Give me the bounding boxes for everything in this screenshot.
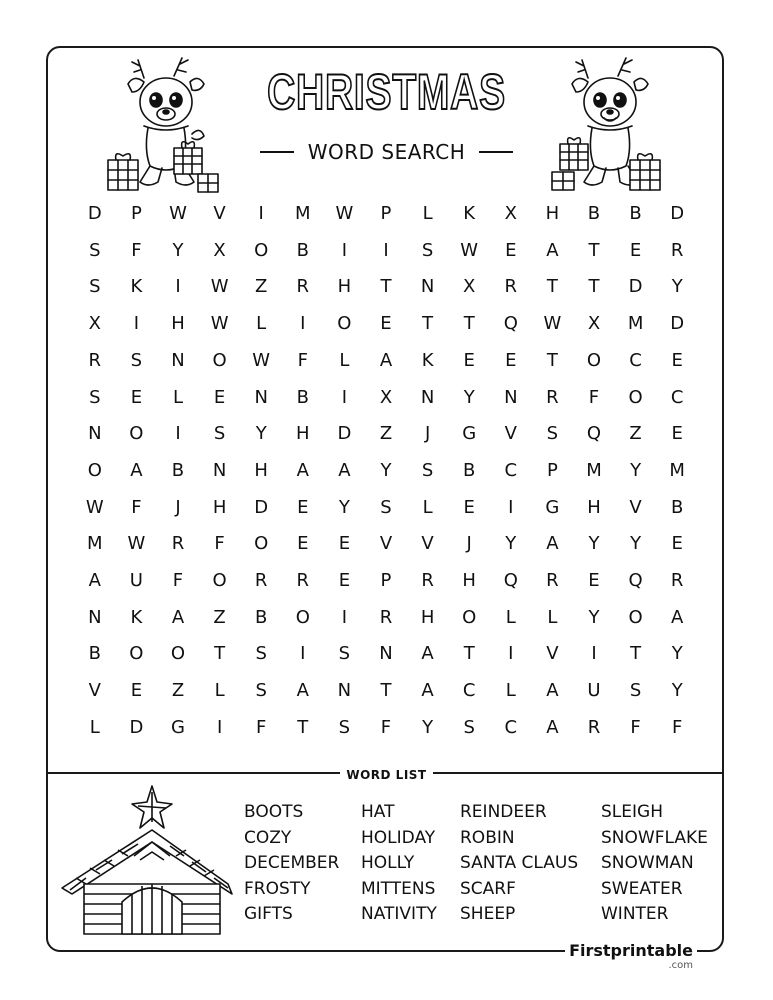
word-list-item: HOLIDAY xyxy=(361,827,436,848)
grid-letter: C xyxy=(670,386,684,408)
grid-letter: A xyxy=(296,459,309,481)
grid-letter: E xyxy=(130,680,143,702)
grid-letter: R xyxy=(670,570,684,591)
grid-letter: H xyxy=(462,570,476,591)
grid-letter: S xyxy=(338,643,351,665)
grid-letter: N xyxy=(420,386,435,408)
grid-letter: D xyxy=(87,203,102,224)
word-list-item: NATIVITY xyxy=(361,904,437,925)
word-list-item: SWEATER xyxy=(601,878,683,899)
word-list-item: SANTA CLAUS xyxy=(460,853,579,874)
grid-letter: F xyxy=(256,716,267,738)
grid-letter: W xyxy=(335,203,354,224)
grid-letter: C xyxy=(504,459,518,481)
grid-letter: W xyxy=(210,313,229,335)
grid-letter: F xyxy=(131,496,142,518)
subtitle-row xyxy=(0,138,773,166)
grid-letter: L xyxy=(505,680,516,702)
grid-letter: S xyxy=(255,643,267,665)
grid-letter: B xyxy=(629,203,642,224)
grid-letter: T xyxy=(588,276,600,298)
grid-letter: X xyxy=(213,239,226,261)
grid-letter: E xyxy=(671,349,683,371)
grid-letter: I xyxy=(341,239,348,261)
grid-letter: Y xyxy=(380,459,392,481)
grid-letter: P xyxy=(130,203,142,224)
brand-logo xyxy=(565,942,697,972)
word-list-column-3 xyxy=(460,800,578,928)
grid-letter: G xyxy=(171,716,185,738)
grid-letter: A xyxy=(546,533,559,555)
grid-letter: L xyxy=(172,386,183,408)
grid-letter: E xyxy=(213,386,226,408)
grid-letter: Y xyxy=(588,533,600,555)
grid-letter: I xyxy=(508,496,514,518)
grid-letter: S xyxy=(89,276,101,298)
grid-letter: E xyxy=(463,349,475,371)
grid-letter: F xyxy=(297,349,308,371)
grid-letter: Q xyxy=(503,570,518,591)
grid-letter: M xyxy=(586,459,602,481)
grid-letter: N xyxy=(379,643,393,665)
grid-letter: M xyxy=(627,313,644,335)
grid-letter: O xyxy=(295,606,310,628)
grid-letter: N xyxy=(212,459,227,481)
grid-letter: O xyxy=(212,349,227,371)
grid-letter: Q xyxy=(586,423,602,445)
grid-letter: X xyxy=(463,276,476,298)
grid-letter: T xyxy=(546,276,558,298)
grid-letter: H xyxy=(420,606,435,628)
grid-letter: S xyxy=(89,386,101,408)
grid-letter: Y xyxy=(588,606,600,628)
grid-row xyxy=(74,636,698,673)
subtitle-rule-right xyxy=(479,151,513,153)
grid-letter: I xyxy=(175,276,181,298)
word-list-item: GIFTS xyxy=(244,904,293,925)
grid-letter: S xyxy=(338,716,351,738)
grid-letter: K xyxy=(130,276,143,298)
grid-letter: O xyxy=(628,386,643,408)
grid-letter: T xyxy=(422,313,434,335)
grid-letter: E xyxy=(629,239,642,261)
grid-letter: X xyxy=(379,386,393,408)
grid-letter: O xyxy=(628,606,643,628)
grid-letter: G xyxy=(462,423,477,445)
word-list-item: HAT xyxy=(361,802,395,822)
grid-letter: I xyxy=(383,239,389,261)
word-list-item: HOLLY xyxy=(361,853,415,874)
grid-letter: A xyxy=(130,459,143,481)
grid-letter: Y xyxy=(630,533,642,555)
word-list-item: COZY xyxy=(244,827,292,848)
grid-letter: A xyxy=(546,680,559,702)
grid-letter: F xyxy=(380,716,392,738)
grid-letter: Y xyxy=(630,459,642,481)
grid-letter: A xyxy=(88,570,101,591)
grid-letter: B xyxy=(296,386,309,408)
grid-letter: E xyxy=(297,533,309,555)
grid-letter: D xyxy=(254,496,269,518)
grid-row xyxy=(74,416,698,453)
grid-letter: V xyxy=(629,496,642,518)
grid-row xyxy=(74,196,698,233)
grid-letter: T xyxy=(297,716,309,738)
grid-letter: S xyxy=(629,680,642,702)
grid-letter: T xyxy=(214,643,226,665)
grid-letter: I xyxy=(133,313,140,335)
grid-letter: U xyxy=(587,680,601,702)
grid-letter: S xyxy=(255,680,267,702)
grid-row xyxy=(74,600,698,637)
grid-letter: A xyxy=(421,680,434,702)
grid-letter: F xyxy=(588,386,600,408)
grid-letter: W xyxy=(127,533,146,555)
word-list-label: WORD LIST xyxy=(340,768,432,782)
grid-letter: T xyxy=(380,680,392,702)
grid-letter: E xyxy=(588,570,600,591)
grid-letter: T xyxy=(380,276,392,298)
grid-letter: E xyxy=(297,496,309,518)
grid-letter: W xyxy=(543,313,562,335)
word-list-item: MITTENS xyxy=(361,878,436,899)
grid-letter: V xyxy=(88,680,101,702)
grid-row xyxy=(74,233,698,270)
grid-letter: X xyxy=(587,313,601,335)
grid-letter: A xyxy=(546,239,559,261)
grid-letter: S xyxy=(463,716,475,738)
grid-letter: A xyxy=(171,606,185,628)
page-title: CHRISTMAS xyxy=(267,64,506,120)
grid-letter: Y xyxy=(463,386,475,408)
grid-row xyxy=(74,526,698,563)
grid-letter: A xyxy=(379,349,393,371)
grid-letter: K xyxy=(463,203,476,224)
grid-letter: T xyxy=(546,349,558,371)
grid-letter: Y xyxy=(338,496,350,518)
grid-letter: D xyxy=(337,423,352,445)
grid-letter: P xyxy=(380,570,392,591)
grid-letter: W xyxy=(85,496,104,518)
grid-letter: N xyxy=(504,386,518,408)
grid-letter: T xyxy=(463,643,475,665)
grid-letter: Y xyxy=(505,533,517,555)
grid-letter: S xyxy=(546,423,559,445)
word-list-item: REINDEER xyxy=(460,802,547,822)
grid-letter: S xyxy=(421,459,434,481)
grid-letter: L xyxy=(214,680,225,702)
grid-letter: B xyxy=(88,643,101,665)
grid-letter: H xyxy=(545,203,560,224)
grid-letter: S xyxy=(421,239,434,261)
grid-letter: O xyxy=(254,239,269,261)
grid-letter: A xyxy=(421,643,434,665)
grid-letter: E xyxy=(338,570,351,591)
grid-letter: F xyxy=(214,533,225,555)
grid-letter: T xyxy=(588,239,600,261)
grid-letter: F xyxy=(131,239,142,261)
grid-letter: H xyxy=(337,276,352,298)
grid-row xyxy=(74,710,698,747)
grid-letter: R xyxy=(504,276,518,298)
grid-letter: Y xyxy=(671,643,683,665)
grid-letter: L xyxy=(422,496,433,518)
grid-letter: F xyxy=(630,716,641,738)
grid-letter: M xyxy=(295,203,311,224)
grid-letter: H xyxy=(212,496,227,518)
grid-letter: Y xyxy=(671,680,683,702)
grid-letter: N xyxy=(420,276,435,298)
grid-letter: N xyxy=(254,386,268,408)
grid-letter: T xyxy=(463,313,475,335)
grid-row xyxy=(74,563,698,600)
grid-letter: E xyxy=(130,386,143,408)
grid-letter: K xyxy=(130,606,143,628)
grid-letter: L xyxy=(89,716,100,738)
grid-letter: A xyxy=(296,680,309,702)
grid-letter: R xyxy=(587,716,601,738)
word-list-item: SNOWMAN xyxy=(601,853,694,874)
grid-letter: C xyxy=(504,716,518,738)
grid-letter: E xyxy=(671,423,683,445)
grid-letter: I xyxy=(341,386,348,408)
grid-letter: O xyxy=(129,643,144,665)
grid-row xyxy=(74,380,698,417)
grid-letter: B xyxy=(171,459,185,481)
grid-letter: Z xyxy=(255,276,268,298)
grid-letter: F xyxy=(172,570,184,591)
grid-letter: L xyxy=(422,203,433,224)
grid-letter: W xyxy=(460,239,479,261)
grid-letter: S xyxy=(89,239,101,261)
grid-letter: E xyxy=(463,496,475,518)
grid-letter: I xyxy=(341,606,348,628)
grid-letter: D xyxy=(129,716,144,738)
grid-letter: O xyxy=(170,643,186,665)
grid-letter: N xyxy=(88,606,102,628)
grid-letter: R xyxy=(546,386,559,408)
grid-letter: A xyxy=(338,459,351,481)
grid-letter: J xyxy=(466,533,472,555)
grid-letter: H xyxy=(296,423,310,445)
grid-letter: B xyxy=(463,459,476,481)
grid-letter: I xyxy=(175,423,181,445)
grid-letter: Z xyxy=(629,423,642,445)
grid-letter: I xyxy=(591,643,597,665)
grid-letter: V xyxy=(421,533,434,555)
grid-letter: A xyxy=(546,716,559,738)
grid-letter: X xyxy=(504,203,517,224)
grid-letter: Y xyxy=(422,716,434,738)
grid-letter: W xyxy=(210,276,229,298)
grid-letter: I xyxy=(300,643,306,665)
grid-letter: A xyxy=(671,606,684,628)
grid-letter: I xyxy=(508,643,514,665)
grid-letter: J xyxy=(424,423,431,445)
grid-row xyxy=(74,490,698,527)
grid-letter: Y xyxy=(255,423,267,445)
grid-letter: Y xyxy=(671,276,683,298)
grid-letter: W xyxy=(169,203,187,224)
grid-letter: C xyxy=(629,349,642,371)
grid-letter: D xyxy=(670,313,685,335)
word-list-column-2 xyxy=(361,800,437,928)
grid-letter: R xyxy=(546,570,559,591)
grid-letter: V xyxy=(379,533,393,555)
nativity-stable-illustration xyxy=(56,778,236,938)
grid-letter: E xyxy=(505,239,517,261)
grid-letter: O xyxy=(254,533,269,555)
grid-letter: R xyxy=(88,349,102,371)
grid-letter: R xyxy=(379,606,393,628)
grid-letter: S xyxy=(380,496,392,518)
grid-letter: R xyxy=(171,533,185,555)
grid-letter: Q xyxy=(628,570,643,591)
grid-row xyxy=(74,269,698,306)
grid-letter: E xyxy=(671,533,683,555)
subtitle-rule-left xyxy=(260,151,294,153)
grid-letter: B xyxy=(587,203,601,224)
grid-letter: V xyxy=(504,423,517,445)
grid-letter: C xyxy=(462,680,476,702)
grid-letter: H xyxy=(254,459,268,481)
grid-letter: Z xyxy=(213,606,226,628)
word-list-item: SNOWFLAKE xyxy=(601,827,708,848)
grid-letter: I xyxy=(258,203,264,224)
grid-letter: O xyxy=(586,349,602,371)
grid-letter: S xyxy=(213,423,226,445)
word-list-item: SHEEP xyxy=(460,904,516,925)
grid-letter: B xyxy=(296,239,309,261)
grid-letter: X xyxy=(88,313,101,335)
grid-letter: N xyxy=(337,680,352,702)
grid-letter: L xyxy=(547,606,558,628)
grid-letter: O xyxy=(129,423,144,445)
word-list-column-4 xyxy=(601,800,708,928)
grid-letter: F xyxy=(672,716,683,738)
grid-letter: L xyxy=(256,313,267,335)
grid-letter: B xyxy=(671,496,684,518)
grid-letter: K xyxy=(421,349,434,371)
grid-letter: Z xyxy=(379,423,393,445)
word-list-item: FROSTY xyxy=(244,878,311,899)
grid-letter: E xyxy=(338,533,351,555)
grid-letter: S xyxy=(130,349,143,371)
grid-letter: B xyxy=(255,606,268,628)
brand-domain: .com xyxy=(668,960,693,971)
grid-letter: L xyxy=(505,606,516,628)
grid-letter: D xyxy=(628,276,643,298)
grid-letter: P xyxy=(546,459,558,481)
grid-letter: J xyxy=(175,496,181,518)
word-list-item: SLEIGH xyxy=(601,802,663,822)
grid-letter: H xyxy=(587,496,601,518)
grid-letter: E xyxy=(380,313,392,335)
grid-letter: O xyxy=(337,313,352,335)
grid-letter: V xyxy=(546,643,559,665)
word-list-column-1 xyxy=(244,800,339,928)
grid-letter: O xyxy=(462,606,477,628)
grid-row xyxy=(74,673,698,710)
grid-letter: R xyxy=(296,570,310,591)
grid-letter: M xyxy=(669,459,685,481)
grid-letter: E xyxy=(505,349,517,371)
grid-letter: N xyxy=(88,423,102,445)
page-subtitle: WORD SEARCH xyxy=(307,140,466,164)
word-list-item: DECEMBER xyxy=(244,853,340,874)
grid-letter: I xyxy=(216,716,223,738)
word-list-item: ROBIN xyxy=(460,827,515,848)
grid-letter: R xyxy=(254,570,268,591)
grid-letter: Z xyxy=(171,680,185,702)
grid-letter: V xyxy=(213,203,226,224)
grid-letter: I xyxy=(300,313,306,335)
grid-letter: L xyxy=(339,349,350,371)
grid-letter: R xyxy=(670,239,684,261)
grid-letter: N xyxy=(171,349,185,371)
grid-row xyxy=(74,453,698,490)
grid-letter: R xyxy=(421,570,434,591)
grid-letter: H xyxy=(171,313,185,335)
grid-letter: T xyxy=(630,643,642,665)
word-list-item: BOOTS xyxy=(244,802,304,822)
word-list-item: SCARF xyxy=(460,878,516,899)
grid-letter: D xyxy=(670,203,685,224)
grid-letter: O xyxy=(87,459,102,481)
grid-letter: W xyxy=(252,349,271,371)
grid-letter: U xyxy=(129,570,143,591)
brand-name: Firstprintable xyxy=(569,941,693,960)
grid-letter: M xyxy=(87,533,103,555)
word-list-item: WINTER xyxy=(601,904,669,925)
grid-letter: R xyxy=(296,276,310,298)
grid-letter: O xyxy=(212,570,227,591)
grid-letter: Y xyxy=(172,239,184,261)
grid-row xyxy=(74,343,698,380)
grid-letter: G xyxy=(545,496,560,518)
grid-row xyxy=(74,306,698,343)
grid-letter: P xyxy=(380,203,392,224)
grid-letter: Q xyxy=(503,313,518,335)
